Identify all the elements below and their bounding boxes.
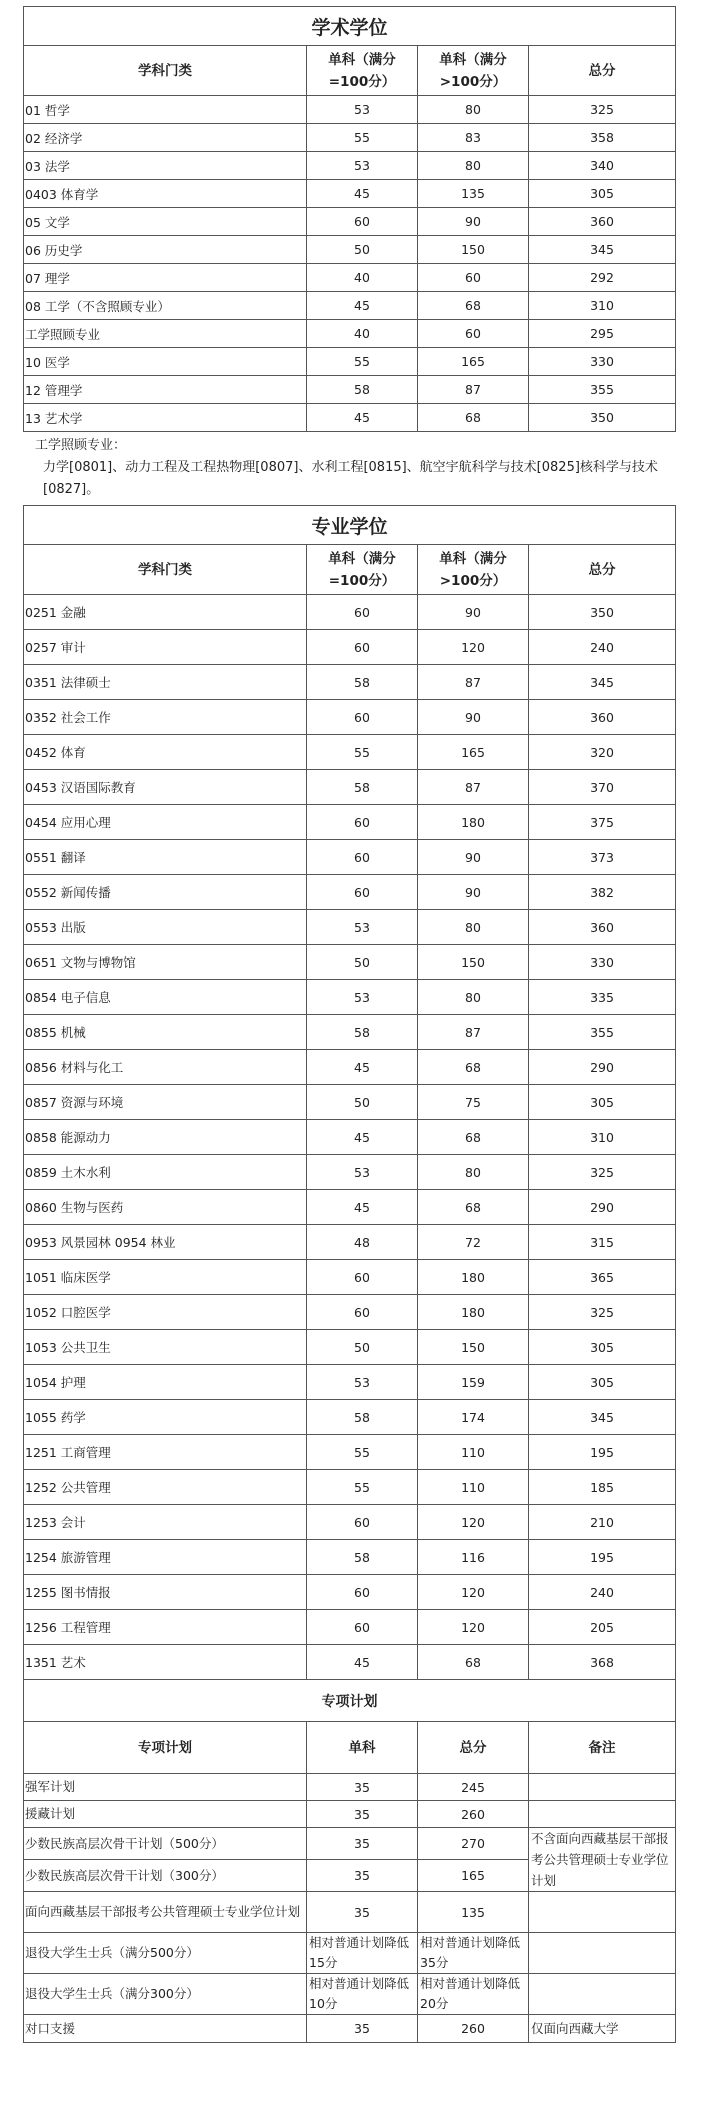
total-cell: 270 — [418, 1828, 529, 1860]
table-row — [24, 1225, 676, 1260]
single-100-cell: 60 — [307, 630, 418, 665]
single-100-cell: 60 — [307, 1575, 418, 1610]
header-single-100: 单科（满分 =100分） — [307, 545, 418, 595]
table-row — [24, 910, 676, 945]
single-over-100-cell: 90 — [418, 208, 529, 236]
total-cell: 245 — [418, 1774, 529, 1801]
total-cell: 290 — [529, 1050, 676, 1085]
single-over-100-cell: 150 — [418, 1330, 529, 1365]
total-cell: 210 — [529, 1505, 676, 1540]
total-cell: 370 — [529, 770, 676, 805]
total-cell: 325 — [529, 96, 676, 124]
single-100-cell: 45 — [307, 1120, 418, 1155]
single-100-cell: 55 — [307, 735, 418, 770]
table-row — [24, 595, 676, 630]
total-cell: 360 — [529, 208, 676, 236]
single-100-cell: 53 — [307, 96, 418, 124]
category-cell: 0351 法律硕士 — [24, 665, 307, 700]
header-remark: 备注 — [529, 1722, 676, 1774]
single-over-100-cell: 90 — [418, 840, 529, 875]
total-cell: 165 — [418, 1860, 529, 1892]
single-over-100-cell: 150 — [418, 236, 529, 264]
table-row — [24, 124, 676, 152]
total-cell: 240 — [529, 1575, 676, 1610]
single-100-cell: 58 — [307, 376, 418, 404]
single-over-100-cell: 120 — [418, 1575, 529, 1610]
category-cell: 1255 图书情报 — [24, 1575, 307, 1610]
single-over-100-cell: 90 — [418, 700, 529, 735]
total-cell: 375 — [529, 805, 676, 840]
single-100-cell: 50 — [307, 1330, 418, 1365]
total-cell: 260 — [418, 1801, 529, 1828]
category-cell: 0553 出版 — [24, 910, 307, 945]
table-row — [24, 1774, 676, 1801]
total-cell: 350 — [529, 404, 676, 432]
single-100-cell: 53 — [307, 1365, 418, 1400]
single-cell: 35 — [307, 2015, 418, 2043]
category-cell: 0651 文物与博物馆 — [24, 945, 307, 980]
single-100-cell: 60 — [307, 208, 418, 236]
note-body: 力学[0801]、动力工程及工程热物理[0807]、水利工程[0815]、航空宇航科学与技术[0825]核科学与技术[0827]。 — [43, 460, 658, 497]
single-over-100-cell: 72 — [418, 1225, 529, 1260]
single-over-100-cell: 75 — [418, 1085, 529, 1120]
category-cell: 0953 风景园林 0954 林业 — [24, 1225, 307, 1260]
total-cell: 315 — [529, 1225, 676, 1260]
category-cell: 1253 会计 — [24, 1505, 307, 1540]
header-plan: 专项计划 — [24, 1722, 307, 1774]
table-row — [24, 1330, 676, 1365]
single-100-cell: 60 — [307, 1295, 418, 1330]
single-over-100-cell: 87 — [418, 665, 529, 700]
professional-title: 专业学位 — [24, 506, 676, 545]
total-cell: 320 — [529, 735, 676, 770]
total-cell: 350 — [529, 595, 676, 630]
category-cell: 0856 材料与化工 — [24, 1050, 307, 1085]
category-cell: 1256 工程管理 — [24, 1610, 307, 1645]
plan-cell: 对口支援 — [24, 2015, 307, 2043]
single-over-100-cell: 68 — [418, 1120, 529, 1155]
plan-cell: 面向西藏基层干部报考公共管理硕士专业学位计划 — [24, 1892, 307, 1933]
total-cell: 185 — [529, 1470, 676, 1505]
total-cell: 310 — [529, 292, 676, 320]
total-cell: 相对普通计划降低35分 — [418, 1933, 529, 1974]
single-over-100-cell: 116 — [418, 1540, 529, 1575]
table-row — [24, 376, 676, 404]
academic-note — [23, 432, 675, 505]
single-100-cell: 45 — [307, 292, 418, 320]
total-cell: 305 — [529, 1365, 676, 1400]
total-cell: 360 — [529, 910, 676, 945]
total-cell: 195 — [529, 1540, 676, 1575]
table-row — [24, 700, 676, 735]
total-cell: 355 — [529, 1015, 676, 1050]
single-over-100-cell: 68 — [418, 1050, 529, 1085]
single-100-cell: 60 — [307, 875, 418, 910]
single-cell: 相对普通计划降低15分 — [307, 1933, 418, 1974]
category-cell: 12 管理学 — [24, 376, 307, 404]
single-100-cell: 53 — [307, 910, 418, 945]
table-row — [24, 1365, 676, 1400]
category-cell: 02 经济学 — [24, 124, 307, 152]
table-row — [24, 1610, 676, 1645]
total-cell: 305 — [529, 1085, 676, 1120]
total-cell: 310 — [529, 1120, 676, 1155]
single-100-cell: 60 — [307, 840, 418, 875]
single-100-cell: 45 — [307, 1645, 418, 1680]
single-over-100-cell: 120 — [418, 630, 529, 665]
table-row — [24, 1400, 676, 1435]
single-cell: 35 — [307, 1801, 418, 1828]
total-cell: 345 — [529, 236, 676, 264]
table-row — [24, 1892, 676, 1933]
category-cell: 1251 工商管理 — [24, 1435, 307, 1470]
single-over-100-cell: 80 — [418, 152, 529, 180]
total-cell: 382 — [529, 875, 676, 910]
single-cell: 35 — [307, 1774, 418, 1801]
table-row — [24, 1470, 676, 1505]
header-single-100: 单科（满分 =100分） — [307, 46, 418, 96]
table-row — [24, 1435, 676, 1470]
table-row — [24, 180, 676, 208]
total-cell: 325 — [529, 1295, 676, 1330]
single-cell: 35 — [307, 1892, 418, 1933]
category-cell: 0452 体育 — [24, 735, 307, 770]
total-cell: 205 — [529, 1610, 676, 1645]
table-row — [24, 1645, 676, 1680]
single-over-100-cell: 150 — [418, 945, 529, 980]
table-row — [24, 840, 676, 875]
total-cell: 295 — [529, 320, 676, 348]
single-over-100-cell: 180 — [418, 1260, 529, 1295]
header-single-over-100: 单科（满分 >100分） — [418, 545, 529, 595]
single-100-cell: 58 — [307, 1400, 418, 1435]
table-row — [24, 1540, 676, 1575]
total-cell: 345 — [529, 665, 676, 700]
header-total: 总分 — [529, 545, 676, 595]
remark-cell: 不含面向西藏基层干部报考公共管理硕士专业学位计划 — [529, 1828, 676, 1892]
total-cell: 360 — [529, 700, 676, 735]
total-cell: 305 — [529, 1330, 676, 1365]
header-category: 学科门类 — [24, 46, 307, 96]
academic-title: 学术学位 — [24, 7, 676, 46]
category-cell: 1252 公共管理 — [24, 1470, 307, 1505]
single-over-100-cell: 180 — [418, 805, 529, 840]
header-category: 学科门类 — [24, 545, 307, 595]
table-row — [24, 1575, 676, 1610]
category-cell: 0858 能源动力 — [24, 1120, 307, 1155]
table-row — [24, 875, 676, 910]
table-row — [24, 1015, 676, 1050]
category-cell: 10 医学 — [24, 348, 307, 376]
single-100-cell: 45 — [307, 1190, 418, 1225]
single-over-100-cell: 120 — [418, 1610, 529, 1645]
category-cell: 0860 生物与医药 — [24, 1190, 307, 1225]
table-row — [24, 735, 676, 770]
total-cell: 373 — [529, 840, 676, 875]
single-100-cell: 53 — [307, 980, 418, 1015]
total-cell: 195 — [529, 1435, 676, 1470]
single-100-cell: 50 — [307, 1085, 418, 1120]
category-cell: 1351 艺术 — [24, 1645, 307, 1680]
single-100-cell: 60 — [307, 700, 418, 735]
total-cell: 335 — [529, 980, 676, 1015]
category-cell: 0854 电子信息 — [24, 980, 307, 1015]
single-100-cell: 55 — [307, 348, 418, 376]
table-row — [24, 1120, 676, 1155]
single-over-100-cell: 110 — [418, 1470, 529, 1505]
professional-table — [23, 505, 676, 1680]
single-100-cell: 53 — [307, 1155, 418, 1190]
category-cell: 1051 临床医学 — [24, 1260, 307, 1295]
single-over-100-cell: 80 — [418, 96, 529, 124]
single-over-100-cell: 159 — [418, 1365, 529, 1400]
category-cell: 0454 应用心理 — [24, 805, 307, 840]
total-cell: 292 — [529, 264, 676, 292]
remark-cell — [529, 1933, 676, 1974]
table-row — [24, 665, 676, 700]
single-over-100-cell: 87 — [418, 770, 529, 805]
single-cell: 35 — [307, 1860, 418, 1892]
category-cell: 0857 资源与环境 — [24, 1085, 307, 1120]
category-cell: 06 历史学 — [24, 236, 307, 264]
table-row — [24, 805, 676, 840]
single-100-cell: 58 — [307, 1015, 418, 1050]
table-row — [24, 1155, 676, 1190]
remark-cell — [529, 1774, 676, 1801]
note-title: 工学照顾专业： — [35, 438, 127, 453]
category-cell: 01 哲学 — [24, 96, 307, 124]
category-cell: 0552 新闻传播 — [24, 875, 307, 910]
single-over-100-cell: 83 — [418, 124, 529, 152]
remark-cell — [529, 1892, 676, 1933]
header-total: 总分 — [418, 1722, 529, 1774]
single-over-100-cell: 80 — [418, 910, 529, 945]
single-over-100-cell: 180 — [418, 1295, 529, 1330]
single-cell: 35 — [307, 1828, 418, 1860]
single-100-cell: 60 — [307, 805, 418, 840]
plan-cell: 强军计划 — [24, 1774, 307, 1801]
total-cell: 305 — [529, 180, 676, 208]
single-100-cell: 60 — [307, 1610, 418, 1645]
table-row — [24, 980, 676, 1015]
single-over-100-cell: 135 — [418, 180, 529, 208]
category-cell: 0403 体育学 — [24, 180, 307, 208]
single-over-100-cell: 60 — [418, 320, 529, 348]
single-over-100-cell: 80 — [418, 1155, 529, 1190]
table-row — [24, 320, 676, 348]
single-100-cell: 45 — [307, 404, 418, 432]
table-row — [24, 1295, 676, 1330]
remark-cell: 仅面向西藏大学 — [529, 2015, 676, 2043]
single-over-100-cell: 80 — [418, 980, 529, 1015]
total-cell: 355 — [529, 376, 676, 404]
category-cell: 0352 社会工作 — [24, 700, 307, 735]
single-100-cell: 60 — [307, 595, 418, 630]
single-over-100-cell: 68 — [418, 404, 529, 432]
single-over-100-cell: 87 — [418, 376, 529, 404]
header-single: 单科 — [307, 1722, 418, 1774]
category-cell: 13 艺术学 — [24, 404, 307, 432]
single-100-cell: 45 — [307, 1050, 418, 1085]
plan-cell: 退役大学生士兵（满分500分） — [24, 1933, 307, 1974]
table-row — [24, 236, 676, 264]
header-single-over-100: 单科（满分 >100分） — [418, 46, 529, 96]
single-100-cell: 55 — [307, 1435, 418, 1470]
table-row — [24, 208, 676, 236]
single-100-cell: 55 — [307, 1470, 418, 1505]
table-row — [24, 348, 676, 376]
table-row — [24, 770, 676, 805]
table-row — [24, 1190, 676, 1225]
single-100-cell: 58 — [307, 770, 418, 805]
category-cell: 05 文学 — [24, 208, 307, 236]
category-cell: 0551 翻译 — [24, 840, 307, 875]
single-over-100-cell: 68 — [418, 1190, 529, 1225]
single-100-cell: 60 — [307, 1260, 418, 1295]
category-cell: 0855 机械 — [24, 1015, 307, 1050]
table-row — [24, 1801, 676, 1828]
category-cell: 03 法学 — [24, 152, 307, 180]
category-cell: 08 工学（不含照顾专业） — [24, 292, 307, 320]
single-100-cell: 40 — [307, 264, 418, 292]
total-cell: 340 — [529, 152, 676, 180]
category-cell: 1055 药学 — [24, 1400, 307, 1435]
single-100-cell: 40 — [307, 320, 418, 348]
category-cell: 0453 汉语国际教育 — [24, 770, 307, 805]
special-table — [23, 1679, 676, 2043]
category-cell: 工学照顾专业 — [24, 320, 307, 348]
total-cell: 365 — [529, 1260, 676, 1295]
category-cell: 07 理学 — [24, 264, 307, 292]
academic-table — [23, 6, 676, 432]
single-over-100-cell: 165 — [418, 348, 529, 376]
table-row — [24, 1828, 676, 1860]
table-row — [24, 2015, 676, 2043]
single-100-cell: 50 — [307, 236, 418, 264]
total-cell: 290 — [529, 1190, 676, 1225]
single-100-cell: 60 — [307, 1505, 418, 1540]
single-100-cell: 58 — [307, 665, 418, 700]
table-row — [24, 1260, 676, 1295]
table-row — [24, 96, 676, 124]
table-row — [24, 945, 676, 980]
plan-cell: 少数民族高层次骨干计划（500分） — [24, 1828, 307, 1860]
single-over-100-cell: 68 — [418, 1645, 529, 1680]
table-row — [24, 292, 676, 320]
remark-cell — [529, 1801, 676, 1828]
category-cell: 1054 护理 — [24, 1365, 307, 1400]
category-cell: 0251 金融 — [24, 595, 307, 630]
single-over-100-cell: 90 — [418, 595, 529, 630]
single-over-100-cell: 174 — [418, 1400, 529, 1435]
category-cell: 1053 公共卫生 — [24, 1330, 307, 1365]
header-total: 总分 — [529, 46, 676, 96]
single-100-cell: 55 — [307, 124, 418, 152]
category-cell: 1052 口腔医学 — [24, 1295, 307, 1330]
table-row — [24, 1505, 676, 1540]
single-100-cell: 53 — [307, 152, 418, 180]
category-cell: 0257 审计 — [24, 630, 307, 665]
single-over-100-cell: 60 — [418, 264, 529, 292]
total-cell: 368 — [529, 1645, 676, 1680]
single-100-cell: 45 — [307, 180, 418, 208]
table-row — [24, 1974, 676, 2015]
table-row — [24, 630, 676, 665]
total-cell: 358 — [529, 124, 676, 152]
plan-cell: 少数民族高层次骨干计划（300分） — [24, 1860, 307, 1892]
category-cell: 0859 土木水利 — [24, 1155, 307, 1190]
plan-cell: 退役大学生士兵（满分300分） — [24, 1974, 307, 2015]
table-row — [24, 152, 676, 180]
single-over-100-cell: 87 — [418, 1015, 529, 1050]
score-document — [23, 6, 675, 2043]
total-cell: 345 — [529, 1400, 676, 1435]
table-row — [24, 1085, 676, 1120]
remark-cell — [529, 1974, 676, 2015]
table-row — [24, 1933, 676, 1974]
total-cell: 相对普通计划降低20分 — [418, 1974, 529, 2015]
table-row — [24, 404, 676, 432]
total-cell: 330 — [529, 945, 676, 980]
single-cell: 相对普通计划降低10分 — [307, 1974, 418, 2015]
total-cell: 330 — [529, 348, 676, 376]
table-row — [24, 1050, 676, 1085]
category-cell: 1254 旅游管理 — [24, 1540, 307, 1575]
single-over-100-cell: 68 — [418, 292, 529, 320]
plan-cell: 援藏计划 — [24, 1801, 307, 1828]
single-over-100-cell: 120 — [418, 1505, 529, 1540]
total-cell: 135 — [418, 1892, 529, 1933]
single-100-cell: 48 — [307, 1225, 418, 1260]
table-row — [24, 264, 676, 292]
total-cell: 260 — [418, 2015, 529, 2043]
single-100-cell: 58 — [307, 1540, 418, 1575]
single-over-100-cell: 90 — [418, 875, 529, 910]
special-title: 专项计划 — [24, 1680, 676, 1722]
total-cell: 240 — [529, 630, 676, 665]
total-cell: 325 — [529, 1155, 676, 1190]
single-over-100-cell: 110 — [418, 1435, 529, 1470]
single-100-cell: 50 — [307, 945, 418, 980]
single-over-100-cell: 165 — [418, 735, 529, 770]
